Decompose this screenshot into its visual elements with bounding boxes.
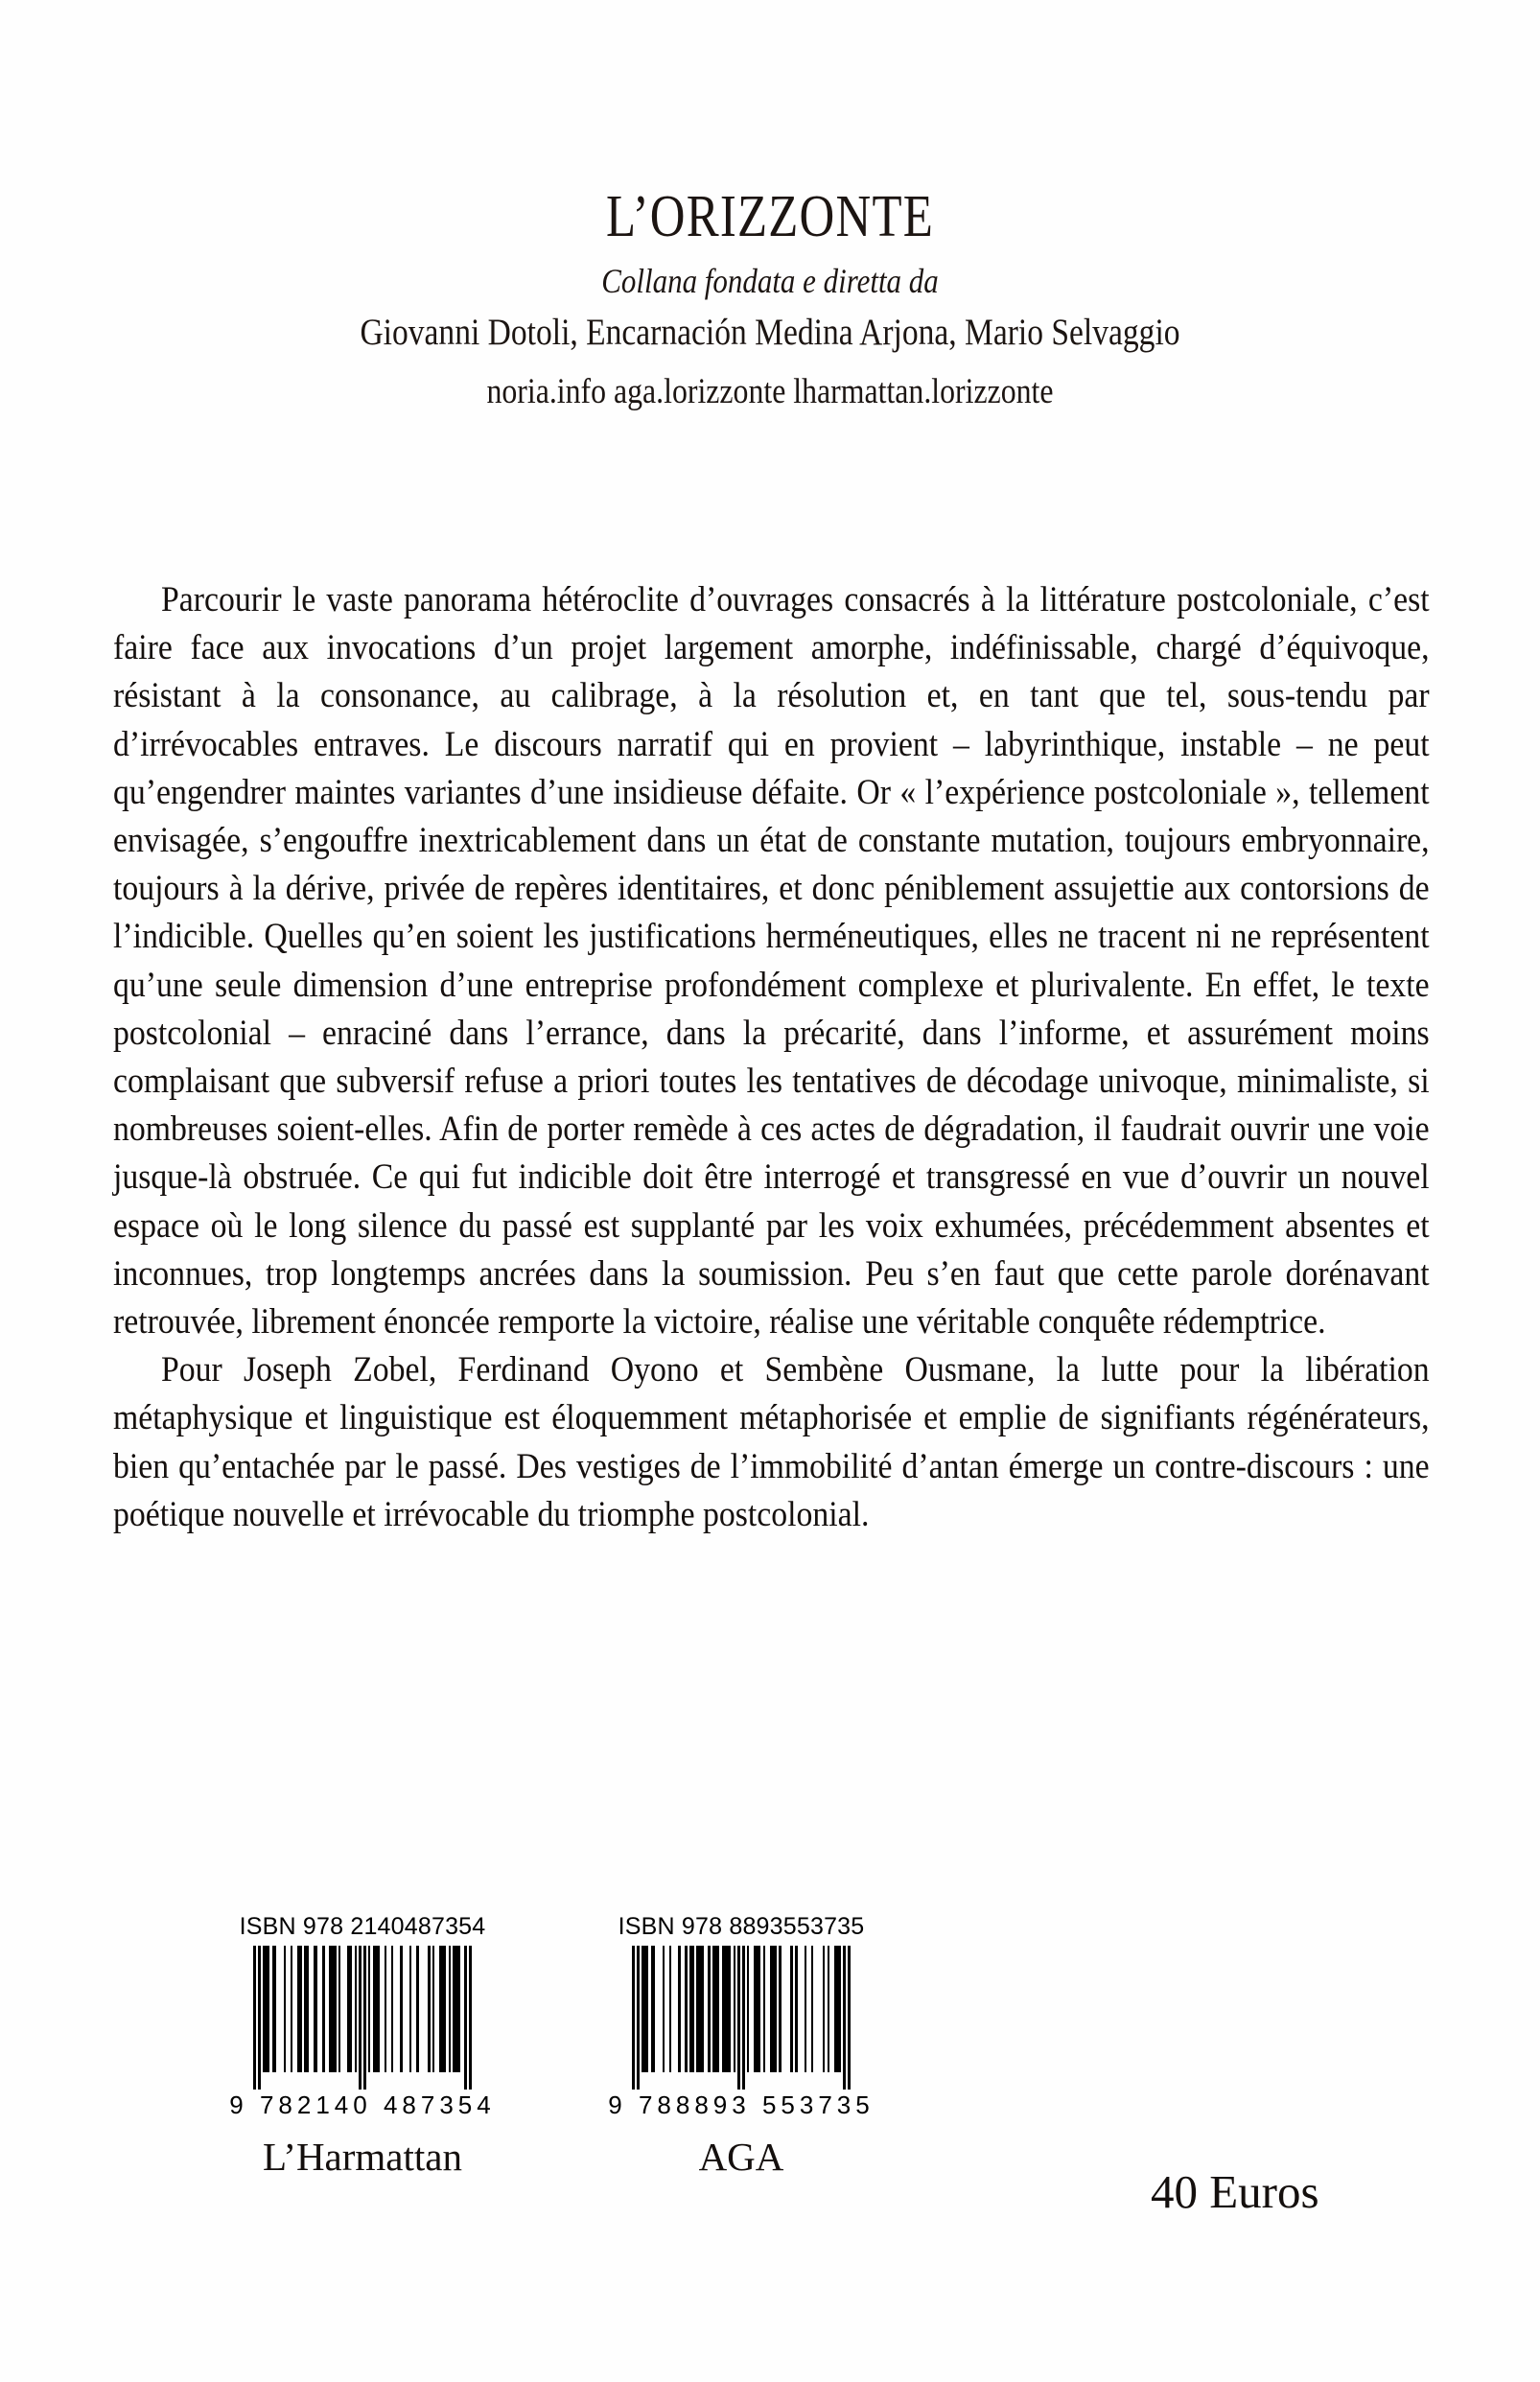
barcode-digits: 9 788893 553735 — [608, 2090, 875, 2119]
barcode-image — [219, 1946, 506, 2090]
series-websites: noria.info aga.lorizzonte lharmattan.lorizzonte — [486, 372, 1054, 412]
barcode-block-harmattan — [219, 1913, 506, 2180]
isbn-label: ISBN 978 2140487354 — [239, 1913, 486, 1940]
series-directors: Giovanni Dotoli, Encarnación Medina Arjona, Mario Selvaggio — [360, 312, 1180, 354]
barcode-block-aga — [602, 1913, 880, 2180]
price-label: 40 Euros — [1151, 2165, 1319, 2218]
series-subtitle: Collana fondata e diretta da — [601, 262, 939, 300]
cover-footer — [0, 1913, 1540, 2373]
barcode-image — [602, 1946, 880, 2090]
series-title: L’ORIZZONTE — [605, 184, 935, 249]
blurb-paragraph: Pour Joseph Zobel, Ferdinand Oyono et Sembène Ousmane, la lutte pour la libération métaphysique et linguistique est éloquemment métaphorisée et emplie de signifiants régénérateurs, bien qu’entachée par le passé. Des vestiges de l’immobilité d’antan émerge un contre-discours : une poétique nouvelle et irrévocable du triomphe postcolonial. — [113, 1349, 1430, 1533]
series-masthead — [0, 184, 1540, 414]
blurb-text — [113, 575, 1431, 1538]
barcode-digits: 9 782140 487354 — [229, 2090, 496, 2119]
isbn-label: ISBN 978 8893553735 — [618, 1913, 865, 1940]
publisher-imprint: L’Harmattan — [263, 2135, 462, 2179]
blurb-paragraph: Parcourir le vaste panorama hétéroclite d’ouvrages consacrés à la littérature postcoloniale, c’est faire face aux invocations d’un projet largement amorphe, indéfinissable, chargé d’équivoque, résistant à la consonance, au calibrage, à la résolution et, en tant que tel, sous-tendu par d’irrévocables entraves. Le discours narratif qui en provient – labyrinthique, instable – ne peut qu’engendrer maintes variantes d’une insidieuse défaite. Or « l’expérience postcoloniale », tellement envisagée, s’engouffre inextricablement dans un état de constante mutation, toujours embryonnaire, toujours à la dérive, privée de repères identitaires, et donc péniblement assujettie aux contorsions de l’indicible. Quelles qu’en soient les justifications herméneutiques, elles ne tracent ni ne représentent qu’une seule dimension d’une entreprise profondément complexe et plurivalente. En effet, le texte postcolonial – enraciné dans l’errance, dans la précarité, dans l’informe, et assurément moins complaisant que subversif refuse a priori toutes les tentatives de décodage univoque, minimaliste, si nombreuses soient-elles. Afin de porter remède à ces actes de dégradation, il faudrait ouvrir une voie jusque-là obstruée. Ce qui fut indicible doit être interrogé et transgressé en vue d’ouvrir un nouvel espace où le long silence du passé est supplanté par les voix exhumées, précédemment absentes et inconnues, trop longtemps ancrées dans la soumission. Peu s’en faut que cette parole dorénavant retrouvée, librement énoncée remporte la victoire, réalise une véritable conquête rédemptrice. — [113, 579, 1430, 1342]
publisher-imprint: AGA — [698, 2135, 784, 2179]
